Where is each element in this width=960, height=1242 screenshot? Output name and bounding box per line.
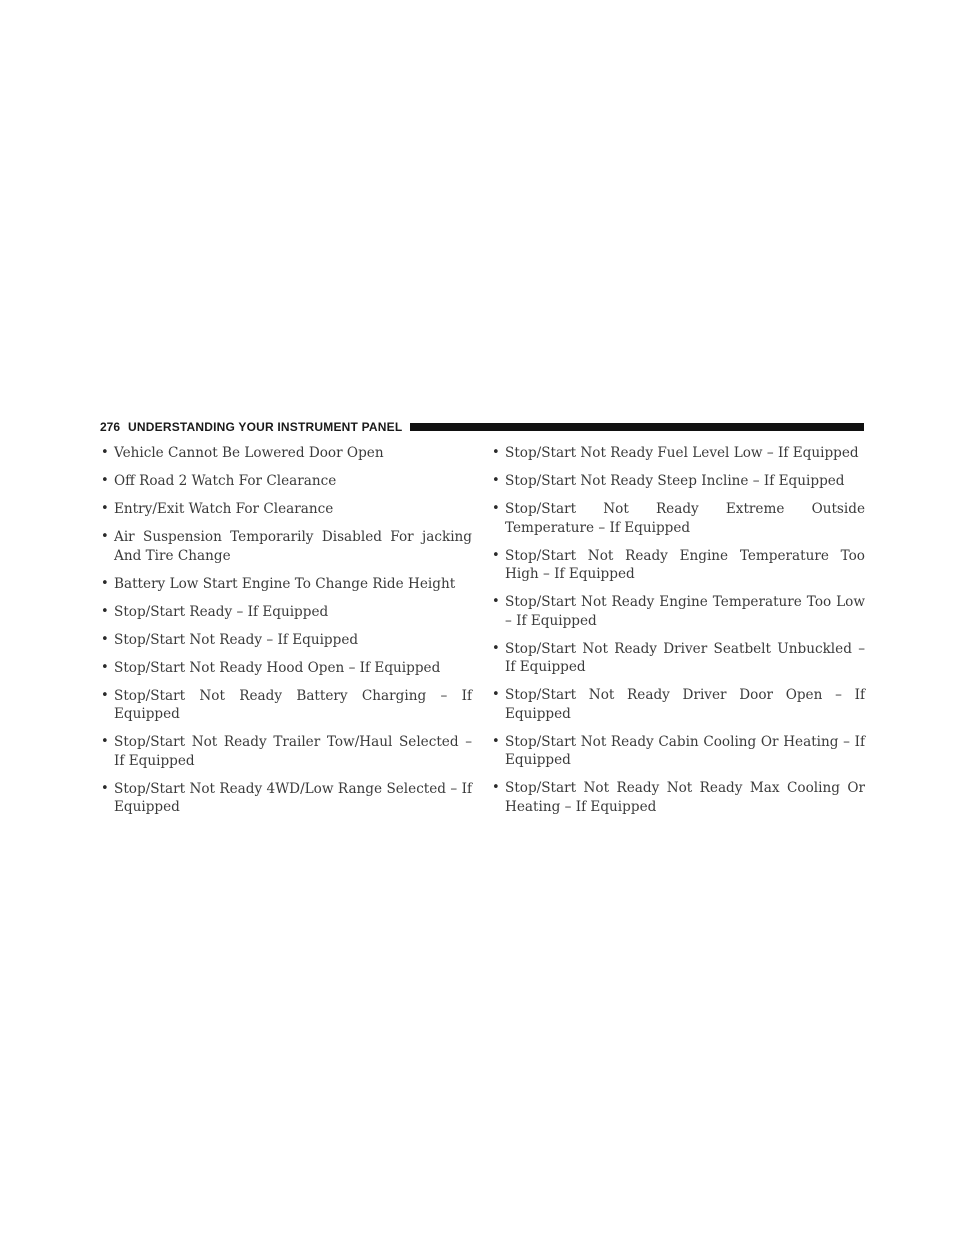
bullet-icon: • [101, 575, 109, 591]
list-item-text: Stop/Start Not Ready Not Ready Max Cooling Or Heating – If Equipped [505, 780, 865, 815]
list-item-text: Stop/Start Ready – If Equipped [114, 603, 329, 620]
bullet-icon: • [101, 501, 109, 516]
page-number: 276 [100, 420, 121, 434]
bullet-icon: • [492, 547, 500, 563]
bullet-icon: • [101, 603, 109, 619]
bullet-icon: • [101, 473, 109, 488]
list-item-text: Stop/Start Not Ready Cabin Cooling Or Heating – If Equipped [505, 733, 865, 768]
bullet-icon: • [492, 594, 500, 609]
bullet-icon: • [101, 780, 109, 796]
list-item-text: Air Suspension Temporarily Disabled For jacking And Tire Change [114, 529, 472, 564]
list-item-text: Stop/Start Not Ready Battery Charging – If Equipped [114, 687, 472, 722]
bullet-icon: • [492, 473, 500, 488]
list-item [100, 528, 472, 565]
list-item-text: Stop/Start Not Ready – If Equipped [114, 631, 359, 648]
list-item-text: Stop/Start Not Ready Trailer Tow/Haul Selected – If Equipped [114, 734, 472, 769]
list-item [100, 575, 472, 594]
right-column-list [491, 444, 865, 826]
header-rule [410, 423, 864, 431]
list-item-text: Stop/Start Not Ready Fuel Level Low – If Equipped [505, 445, 859, 461]
list-item-text: Stop/Start Not Ready Extreme Outside Temperature – If Equipped [505, 501, 865, 536]
list-item [491, 472, 865, 491]
list-item-text: Entry/Exit Watch For Clearance [114, 501, 334, 517]
bullet-icon: • [492, 733, 500, 749]
bullet-icon: • [101, 445, 109, 460]
list-item [491, 547, 865, 584]
left-column-list [100, 444, 472, 826]
list-item-text: Battery Low Start Engine To Change Ride Height [114, 575, 456, 592]
list-item [100, 687, 472, 724]
bullet-icon: • [492, 445, 500, 460]
list-item [491, 779, 865, 816]
list-item [100, 500, 472, 519]
list-item [100, 733, 472, 770]
page-header [100, 420, 864, 434]
list-item-text: Stop/Start Not Ready Engine Temperature Too Low – If Equipped [505, 594, 865, 629]
bullet-icon: • [101, 687, 109, 703]
bullet-icon: • [101, 734, 109, 749]
list-item-text: Off Road 2 Watch For Clearance [114, 473, 337, 489]
bullet-icon: • [101, 659, 109, 675]
list-item-text: Stop/Start Not Ready Engine Temperature Too High – If Equipped [505, 547, 865, 582]
bullet-icon: • [492, 687, 500, 702]
bullet-icon: • [101, 631, 109, 647]
list-item [491, 593, 865, 630]
list-item [100, 780, 472, 817]
list-item [491, 640, 865, 677]
list-item-text: Stop/Start Not Ready Driver Seatbelt Unbuckled – If Equipped [505, 640, 865, 675]
bullet-icon: • [492, 501, 500, 516]
bullet-icon: • [492, 780, 500, 795]
list-item-text: Stop/Start Not Ready Steep Incline – If Equipped [505, 473, 845, 489]
list-item [491, 500, 865, 537]
bullet-icon: • [492, 640, 500, 656]
list-item [100, 659, 472, 678]
list-item-text: Vehicle Cannot Be Lowered Door Open [114, 445, 384, 461]
list-item [100, 603, 472, 622]
list-item-text: Stop/Start Not Ready Driver Door Open – If Equipped [505, 687, 865, 722]
list-item [491, 733, 865, 770]
list-item-text: Stop/Start Not Ready Hood Open – If Equipped [114, 659, 441, 676]
section-title: UNDERSTANDING YOUR INSTRUMENT PANEL [128, 420, 403, 434]
list-item-text: Stop/Start Not Ready 4WD/Low Range Selected – If Equipped [114, 780, 472, 815]
bullet-icon: • [101, 529, 109, 544]
list-item [100, 631, 472, 650]
list-item [100, 472, 472, 491]
list-item [491, 686, 865, 723]
list-item [491, 444, 865, 463]
list-item [100, 444, 472, 463]
